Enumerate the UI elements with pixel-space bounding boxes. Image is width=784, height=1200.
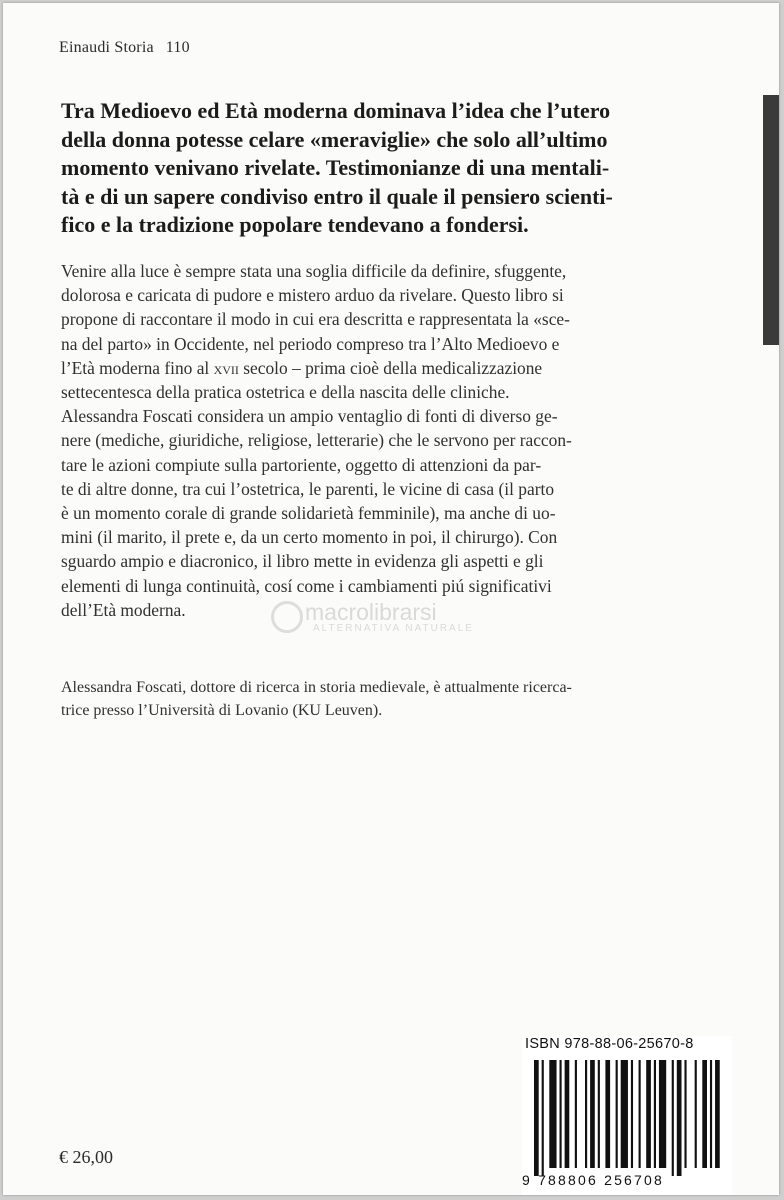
- barcode-bar: [549, 1060, 556, 1168]
- headline: [61, 97, 721, 240]
- bio-line: Alessandra Foscati, dottore di ricerca in storia medievale, è attualmente ricerca-: [61, 679, 572, 696]
- series-number: 110: [165, 39, 190, 56]
- description-line: dell’Età moderna.: [61, 599, 186, 620]
- description-line: te di altre donne, tra cui l’ostetrica, le parenti, le vicine di casa (il parto: [61, 478, 555, 499]
- barcode-bar: [621, 1060, 628, 1168]
- barcode-bar: [639, 1060, 641, 1168]
- headline-line: fico e la tradizione popolare tendevano a fondersi.: [61, 212, 529, 238]
- barcode-bar: [565, 1060, 570, 1168]
- barcode-bar: [715, 1060, 720, 1168]
- barcode-bar: [598, 1060, 600, 1168]
- description-line: dolorosa e caricata di pudore e mistero arduo da rivelare. Questo libro si: [61, 285, 564, 306]
- isbn-barcode-block: [522, 1036, 732, 1195]
- headline-line: Tra Medioevo ed Età moderna dominava l’idea che l’utero: [61, 98, 611, 123]
- author-bio: [61, 677, 721, 722]
- barcode-bar: [534, 1060, 539, 1176]
- barcode-bar: [672, 1060, 674, 1176]
- description-line: propone di raccontare il modo in cui era descritta e rappresentata la «sce-: [61, 309, 570, 330]
- book-back-cover: [3, 3, 779, 1195]
- description-line: Venire alla luce è sempre stata una soglia difficile da definire, sfuggente,: [61, 261, 567, 281]
- headline-line: momento venivano rivelate. Testimonianze di una mentali-: [61, 155, 610, 181]
- barcode-bar: [710, 1060, 712, 1168]
- barcode-bar: [684, 1060, 686, 1168]
- description-line: settecentesca della pratica ostetrica e della nascita delle cliniche.: [61, 382, 510, 403]
- description-line: è un momento corale di grande solidarietà femminile), ma anche di uo-: [61, 503, 556, 524]
- description-line: na del parto» in Occidente, nel periodo compreso tra l’Alto Medioevo e: [61, 333, 560, 354]
- watermark-brand: macrolibrarsi: [305, 599, 437, 625]
- headline-line: della donna potesse celare «meraviglie» che solo all’ultimo: [61, 126, 608, 152]
- barcode-bar: [590, 1060, 595, 1168]
- description-text: secolo – prima cioè della medicalizzazione: [238, 357, 543, 378]
- barcode-bar: [542, 1060, 544, 1176]
- barcode-bar: [560, 1060, 562, 1168]
- description-line: tare le azioni compiute sulla partoriente, oggetto di attenzioni da par-: [61, 454, 542, 475]
- barcode-bar: [631, 1060, 633, 1168]
- watermark-tagline: ALTERNATIVA NATURALE: [313, 623, 474, 634]
- description-line: elementi di lunga continuità, cosí come i cambiamenti piú significativi: [61, 575, 552, 596]
- series-label: [59, 39, 190, 57]
- description-line: mini (il marito, il prete e, da un certo momento in poi, il chirurgo). Con: [61, 527, 558, 548]
- barcode-bar: [654, 1060, 656, 1168]
- description-text: l’Età moderna fino al: [61, 357, 214, 378]
- headline-line: tà e di un sapere condiviso entro il quale il pensiero scienti-: [61, 183, 613, 209]
- bio-line: trice presso l’Università di Lovanio (KU Leuven).: [61, 701, 383, 719]
- barcode-bar: [646, 1060, 651, 1168]
- barcode-bar: [695, 1060, 697, 1168]
- series-name: Einaudi Storia: [59, 39, 154, 56]
- barcode-digits: 9 788806 256708: [522, 1172, 664, 1188]
- barcode-bar: [616, 1060, 618, 1168]
- description: [61, 259, 721, 622]
- description-line: Alessandra Foscati considera un ampio ventaglio di fonti di diverso ge-: [61, 406, 558, 427]
- isbn-number: ISBN 978-88-06-25670-8: [525, 1036, 694, 1052]
- century-numeral: xvii: [213, 357, 239, 378]
- description-line: sguardo ampio e diacronico, il libro mette in evidenza gli aspetti e gli: [61, 551, 544, 572]
- barcode-bar: [677, 1060, 682, 1176]
- description-line: [61, 356, 721, 380]
- barcode-bar: [659, 1060, 666, 1168]
- barcode-bar: [585, 1060, 587, 1168]
- price: € 26,00: [59, 1147, 113, 1167]
- spine-marker: [763, 95, 779, 345]
- barcode: [522, 1060, 732, 1176]
- barcode-bar: [575, 1060, 577, 1168]
- barcode-bar: [702, 1060, 707, 1168]
- description-line: nere (mediche, giuridiche, religiose, letterarie) che le servono per raccon-: [61, 430, 572, 451]
- barcode-bar: [605, 1060, 610, 1168]
